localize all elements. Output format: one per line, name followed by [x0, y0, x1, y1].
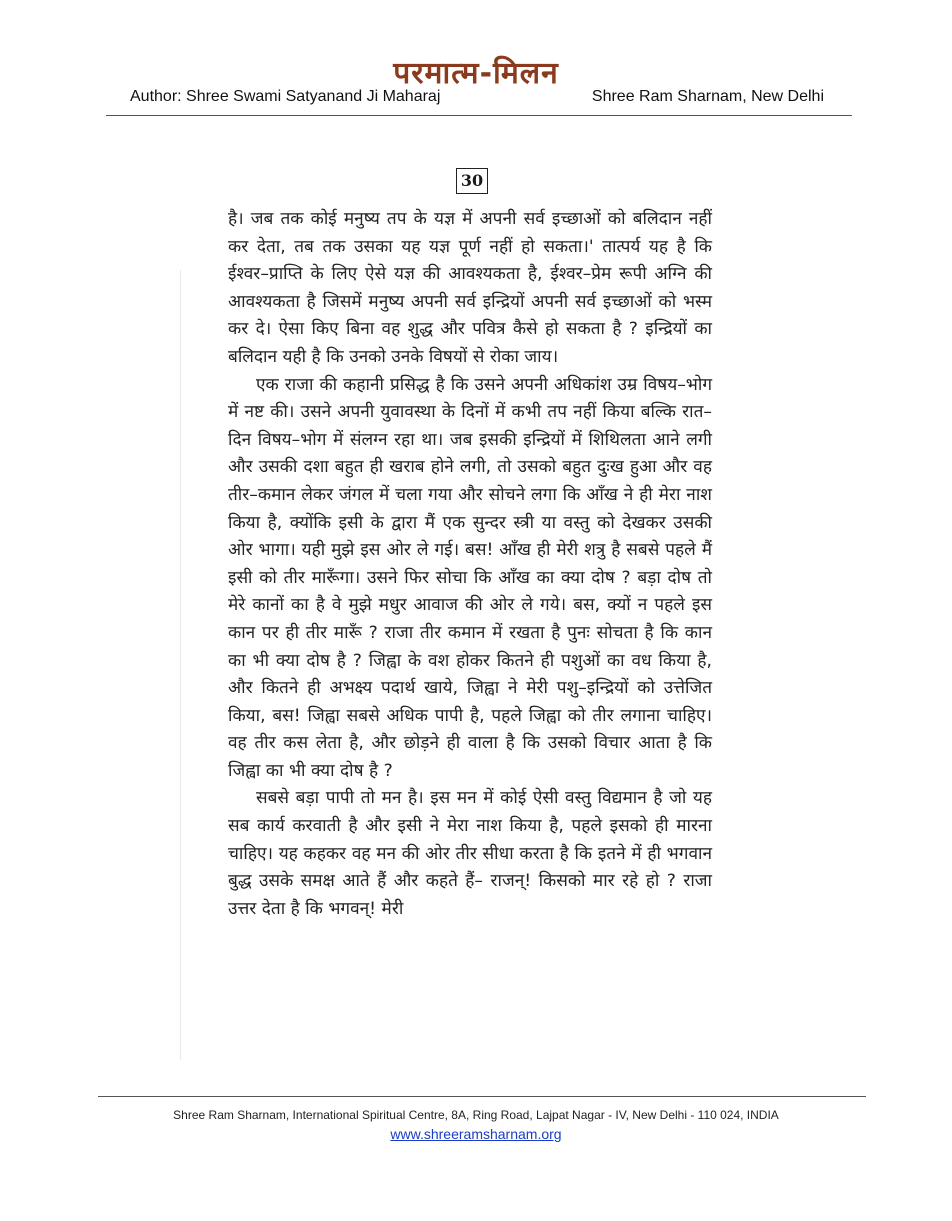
- author-line: Author: Shree Swami Satyanand Ji Maharaj: [130, 88, 441, 105]
- brand-title: परमात्म-मिलन: [393, 56, 559, 91]
- footer-address: Shree Ram Sharnam, International Spiritual Centre, 8A, Ring Road, Lajpat Nagar - IV, New Delhi - 110 024, INDIA: [173, 1108, 779, 1122]
- footer-divider: [98, 1096, 866, 1097]
- header-divider: [106, 115, 852, 116]
- paragraph-1: है। जब तक कोई मनुष्य तप के यज्ञ में अपनी सर्व इच्छाओं को बलिदान नहीं कर देता, तब तक उसका यह यज्ञ पूर्ण नहीं हो सकता।' तात्पर्य यह है कि ईश्वर–प्राप्ति के लिए ऐसे यज्ञ की आवश्यकता है, ईश्वर–प्रेम रूपी अग्नि की आवश्यकता है जिसमें मनुष्य अपनी सर्व इन्द्रियों अपनी सर्व इच्छाओं को भस्म कर दे। ऐसा किए बिना वह शुद्ध और पवित्र कैसे हो सकता है ? इन्द्रियों का बलिदान यही है कि उनको उनके विषयों से रोका जाय।: [228, 209, 712, 367]
- paragraph-3: सबसे बड़ा पापी तो मन है। इस मन में कोई ऐसी वस्तु विद्यमान है जो यह सब कार्य करवाती है और इसी ने मेरा नाश किया है, पहले इसको ही मारना चाहिए। यह कहकर वह मन की ओर तीर सीधा करता है कि इतने में ही भगवान बुद्ध उसके समक्ष आते हैं और कहते हैं– राजन्! किसको मार रहे हो ? राजा उत्तर देता है कि भगवन्! मेरी: [228, 788, 712, 919]
- publisher-line: Shree Ram Sharnam, New Delhi: [591, 88, 824, 105]
- website-link[interactable]: www.shreeramsharnam.org: [390, 1126, 562, 1142]
- body-text: [228, 206, 712, 923]
- scan-edge-line: [180, 270, 181, 1060]
- page-number: 30: [456, 168, 488, 194]
- paragraph-2: एक राजा की कहानी प्रसिद्ध है कि उसने अपनी अधिकांश उम्र विषय–भोग में नष्ट की। उसने अपनी युवावस्था के दिनों में कभी तप नहीं किया बल्कि रात–दिन विषय–भोग में संलग्न रहा था। जब इसकी इन्द्रियों में शिथिलता आने लगी और उसकी दशा बहुत ही खराब होने लगी, तो उसको बहुत दुःख हुआ और वह तीर–कमान लेकर जंगल में चला गया और सोचने लगा कि आँख ने ही मेरा नाश किया है, क्योंकि इसी के द्वारा मैं एक सुन्दर स्त्री या वस्तु को देखकर उसकी ओर भागा। यही मुझे इस ओर ले गई। बस! आँख ही मेरी शत्रु है सबसे पहले मैं इसी को तीर मारूँगा। उसने फिर सोचा कि आँख का क्या दोष ? बड़ा दोष तो मेरे कानों का है वे मुझे मधुर आवाज की ओर ले गये। बस, क्यों न पहले इस कान पर ही तीर मारूँ ? राजा तीर कमान में रखता है पुनः सोचता है कि कान का भी क्या दोष है ? जिह्वा के वश होकर कितने ही पशुओं का वध किया है, और कितने ही अभक्ष्य पदार्थ खाये, जिह्वा ने मेरी पशु–इन्द्रियों को उत्तेजित किया, बस! जिह्वा सबसे अधिक पापी है, पहले जिह्वा को तीर लगाना चाहिए। वह तीर कस लेता है, और छोड़ने ही वाला है कि उसको विचार आता है कि जिह्वा का भी क्या दोष है ?: [228, 374, 712, 781]
